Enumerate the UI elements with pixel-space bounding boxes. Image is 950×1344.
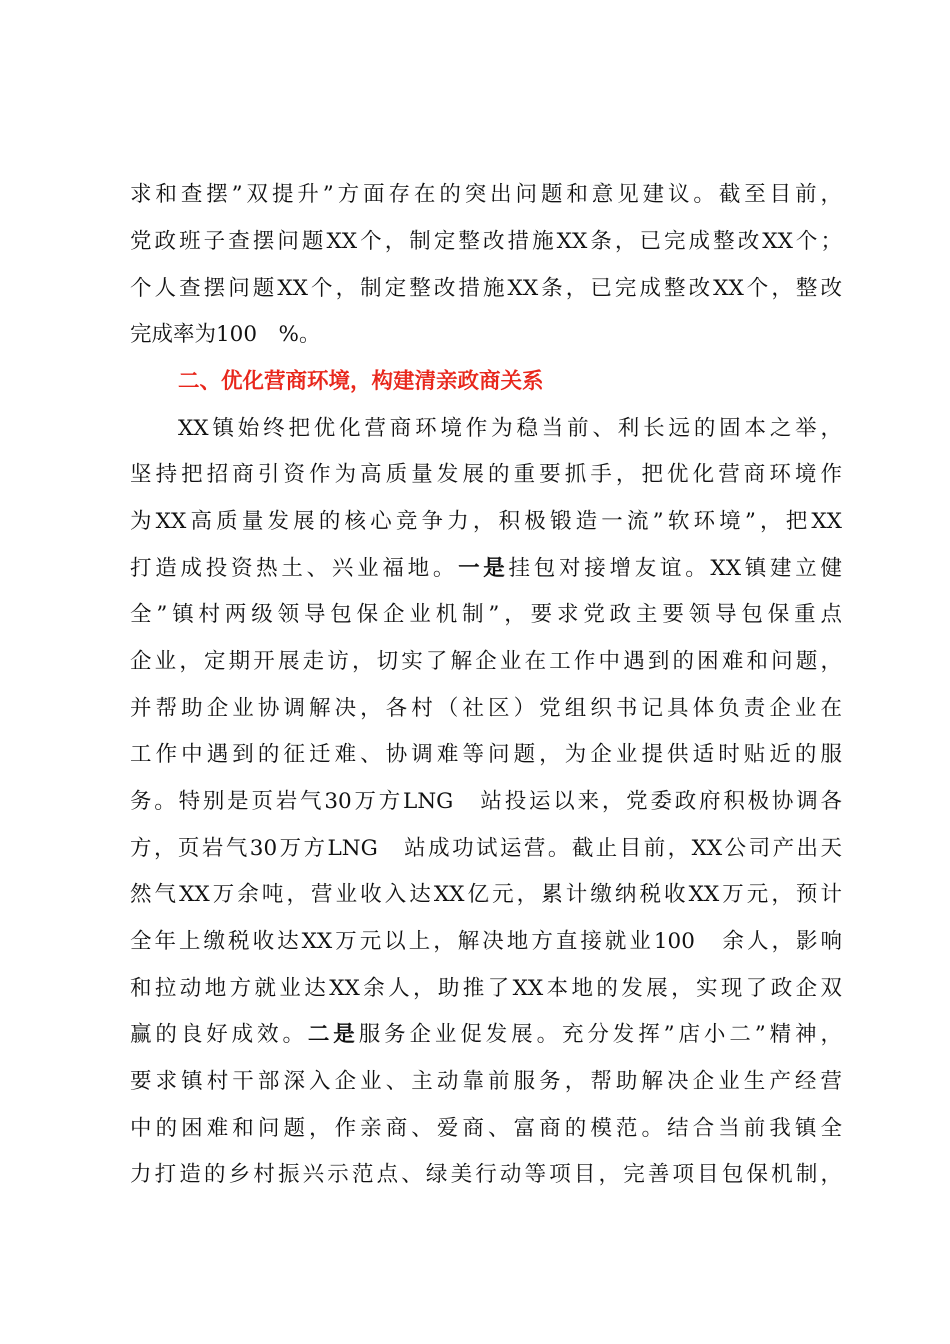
paragraph-2-line-10: 方，页岩气30万方LNG 站成功试运营。截止目前，XX公司产出天 xyxy=(130,836,842,861)
paragraph-2-line-7: 并帮助企业协调解决，各村（社区）党组织书记具体负责企业在 xyxy=(130,696,842,721)
paragraph-2-line-4 xyxy=(130,552,842,586)
paragraph-2-line-9: 务。特别是页岩气30万方LNG 站投运以来，党委政府积极协调各 xyxy=(130,789,842,814)
section-heading-2: 二、优化营商环境，构建清亲政商关系 xyxy=(178,369,544,394)
paragraph-2-line-6: 企业，定期开展走访，切实了解企业在工作中遇到的困难和问题， xyxy=(130,649,842,674)
paragraph-2-line-1: XX镇始终把优化营商环境作为稳当前、利长远的固本之举， xyxy=(178,416,842,441)
line-4-text-b: 挂包对接增友谊。XX镇建立健 xyxy=(508,556,842,581)
point-one-marker: 一是 xyxy=(458,556,509,581)
paragraph-2-line-2: 坚持把招商引资作为高质量发展的重要抓手，把优化营商环境作 xyxy=(130,462,842,487)
paragraph-1-line-1: 求和查摆”双提升”方面存在的突出问题和意见建议。截至目前， xyxy=(130,182,842,207)
paragraph-2-line-15: 要求镇村干部深入企业、主动靠前服务，帮助解决企业生产经营 xyxy=(130,1069,842,1094)
paragraph-2-line-14 xyxy=(130,1018,842,1052)
paragraph-2-line-3: 为XX高质量发展的核心竞争力，积极锻造一流”软环境”，把XX xyxy=(130,509,842,534)
line-14-text-a: 赢的良好成效。 xyxy=(130,1022,308,1047)
line-4-text-a: 打造成投资热土、兴业福地。 xyxy=(130,556,459,581)
point-two-marker: 二是 xyxy=(307,1022,359,1047)
paragraph-2-line-16: 中的困难和问题，作亲商、爱商、富商的模范。结合当前我镇全 xyxy=(130,1116,842,1141)
paragraph-1-line-2: 党政班子查摆问题XX个，制定整改措施XX条，已完成整改XX个； xyxy=(130,229,842,254)
paragraph-1-line-3: 个人查摆问题XX个，制定整改措施XX条，已完成整改XX个，整改 xyxy=(130,276,842,301)
line-14-text-b: 服务企业促发展。充分发挥”店小二”精神， xyxy=(358,1022,842,1047)
paragraph-2-line-12: 全年上缴税收达XX万元以上，解决地方直接就业100 余人，影响 xyxy=(130,929,842,954)
paragraph-2-line-11: 然气XX万余吨，营业收入达XX亿元，累计缴纳税收XX万元，预计 xyxy=(130,882,842,907)
paragraph-2-line-8: 工作中遇到的征迁难、协调难等问题，为企业提供适时贴近的服 xyxy=(130,742,842,767)
paragraph-1-line-4: 完成率为100 %。 xyxy=(130,322,321,347)
paragraph-2-line-5: 全”镇村两级领导包保企业机制”，要求党政主要领导包保重点 xyxy=(130,602,842,627)
paragraph-2-line-17: 力打造的乡村振兴示范点、绿美行动等项目，完善项目包保机制， xyxy=(130,1162,842,1187)
paragraph-2-line-13: 和拉动地方就业达XX余人，助推了XX本地的发展，实现了政企双 xyxy=(130,976,842,1001)
